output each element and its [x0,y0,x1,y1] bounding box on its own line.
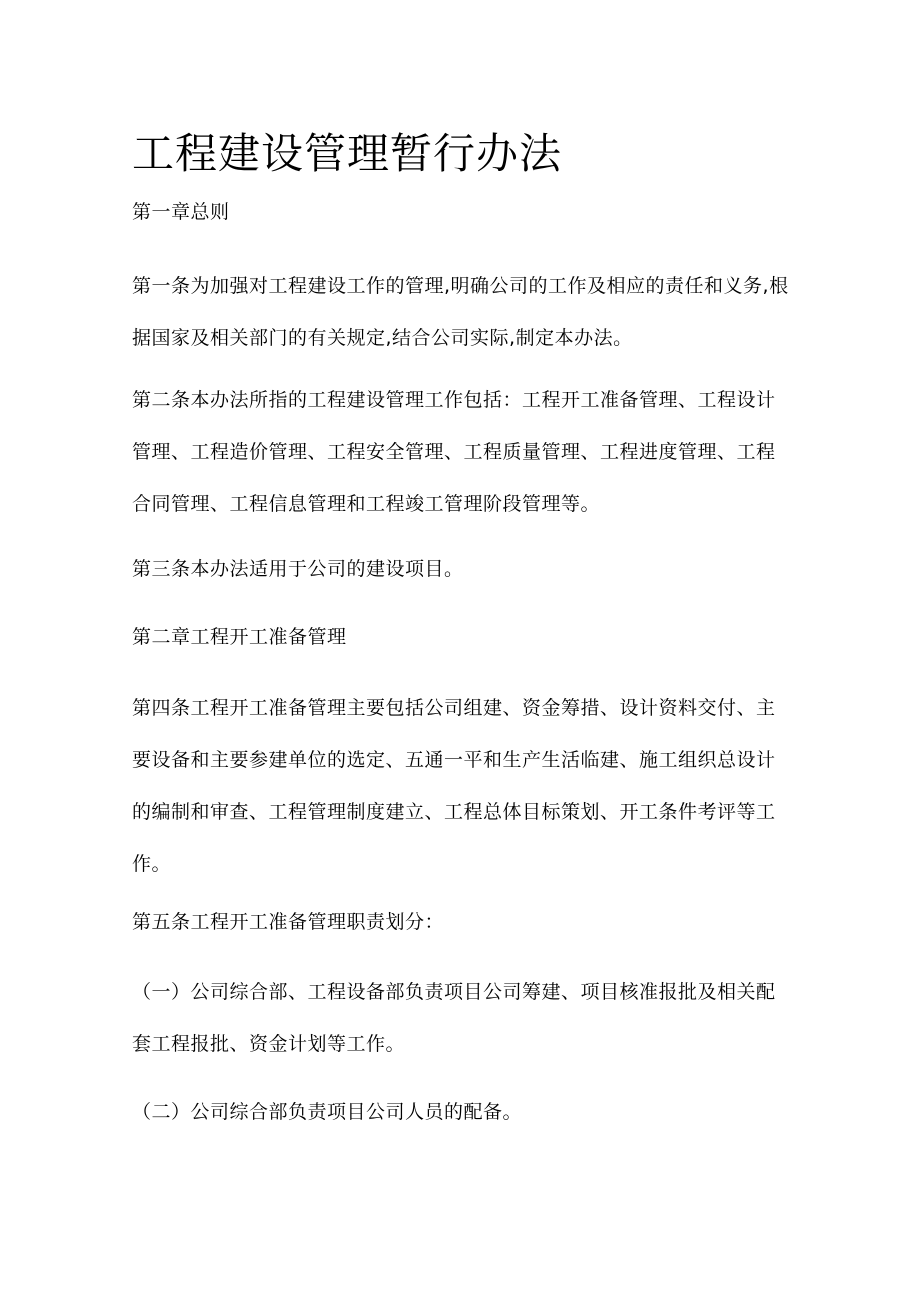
document-title: 工程建设管理暂行办法 [132,129,563,178]
article-1-paragraph: 第一条为加强对工程建设工作的管理,明确公司的工作及相应的责任和义务,根据国家及相关部门的有关规定,结合公司实际,制定本办法。 [132,275,789,349]
article-3-paragraph: 第三条本办法适用于公司的建设项目。 [132,558,464,580]
clause-2-paragraph: （二）公司综合部负责项目公司人员的配备。 [132,1101,523,1123]
clause-1-paragraph: （一）公司综合部、工程设备部负责项目公司筹建、项目核准报批及相关配套工程报批、资金计划等工作。 [132,981,776,1055]
article-5-paragraph: 第五条工程开工准备管理职责划分： [132,911,445,933]
chapter-heading-2: 第二章工程开工准备管理 [132,626,347,648]
article-2-paragraph: 第二条本办法所指的工程建设管理工作包括：工程开工准备管理、工程设计管理、工程造价管理、工程安全管理、工程质量管理、工程进度管理、工程合同管理、工程信息管理和工程竣工管理阶段管理等。 [132,389,776,515]
article-4-paragraph: 第四条工程开工准备管理主要包括公司组建、资金筹措、设计资料交付、主要设备和主要参建单位的选定、五通一平和生产生活临建、施工组织总设计的编制和审查、工程管理制度建立、工程总体目标策划、开工条件考评等工作。 [132,697,776,875]
chapter-heading-1: 第一章总则 [132,201,230,223]
